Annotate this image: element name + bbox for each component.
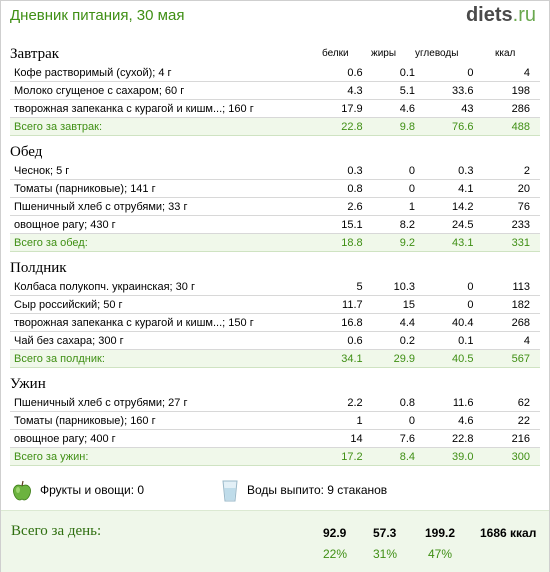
subtotal-protein: 17.2	[314, 448, 362, 466]
meal-title: Ужин	[10, 376, 46, 392]
fruits-veg-count: Фрукты и овощи: 0	[40, 483, 145, 497]
food-carbs: 0	[415, 296, 473, 314]
day-total-protein: 92.9	[323, 526, 347, 540]
food-fat: 0.2	[363, 332, 415, 350]
food-kcal: 4	[473, 332, 540, 350]
food-row[interactable]	[10, 394, 540, 412]
meal-title: Обед	[10, 144, 43, 160]
subtotal-carbs: 40.5	[415, 350, 473, 368]
apple-icon	[12, 480, 32, 502]
food-fat: 1	[363, 198, 415, 216]
food-fat: 10.3	[363, 278, 415, 296]
food-carbs: 0	[415, 64, 473, 82]
subtotal-kcal: 300	[473, 448, 540, 466]
food-carbs: 0	[415, 278, 473, 296]
food-fat: 15	[363, 296, 415, 314]
food-kcal: 198	[473, 82, 540, 100]
food-protein: 16.8	[314, 314, 362, 332]
food-name: Чай без сахара; 300 г	[10, 332, 314, 350]
food-protein: 0.6	[314, 64, 362, 82]
meal-title: Полдник	[10, 260, 67, 276]
subtotal-protein: 22.8	[314, 118, 362, 136]
food-kcal: 233	[473, 216, 540, 234]
subtotal-carbs: 43.1	[415, 234, 473, 252]
food-row[interactable]	[10, 180, 540, 198]
food-carbs: 4.6	[415, 412, 473, 430]
food-name: Сыр российский; 50 г	[10, 296, 314, 314]
site-logo[interactable]	[466, 4, 536, 27]
food-carbs: 14.2	[415, 198, 473, 216]
subtotal-label: Всего за ужин:	[10, 448, 314, 466]
col-fat: жиры	[371, 48, 397, 59]
food-kcal: 113	[473, 278, 540, 296]
meal-table	[10, 162, 540, 252]
subtotal-fat: 9.2	[363, 234, 415, 252]
logo-suffix: .ru	[512, 4, 536, 26]
food-protein: 1	[314, 412, 362, 430]
day-pct-protein: 22%	[323, 547, 348, 561]
food-protein: 0.6	[314, 332, 362, 350]
meal-table	[10, 278, 540, 368]
subtotal-label: Всего за обед:	[10, 234, 314, 252]
day-total-fat: 57.3	[373, 526, 397, 540]
meal-table	[10, 394, 540, 466]
day-pct-fat: 31%	[373, 547, 398, 561]
food-kcal: 76	[473, 198, 540, 216]
col-protein: белки	[322, 48, 349, 59]
food-row[interactable]	[10, 216, 540, 234]
meal-table	[10, 64, 540, 136]
subtotal-carbs: 76.6	[415, 118, 473, 136]
logo-main: diets	[465, 4, 513, 26]
food-fat: 0	[363, 162, 415, 180]
water-glass-icon	[222, 480, 238, 502]
food-name: Пшеничный хлеб с отрубями; 27 г	[10, 394, 314, 412]
food-name: творожная запеканка с курагой и кишм...; 150 г	[10, 314, 314, 332]
food-row[interactable]	[10, 430, 540, 448]
food-name: Пшеничный хлеб с отрубями; 33 г	[10, 198, 314, 216]
day-total-panel	[1, 510, 549, 572]
food-fat: 4.6	[363, 100, 415, 118]
food-kcal: 22	[473, 412, 540, 430]
col-kcal: ккал	[495, 48, 516, 59]
food-name: Томаты (парниковые); 160 г	[10, 412, 314, 430]
food-kcal: 216	[473, 430, 540, 448]
food-name: Чеснок; 5 г	[10, 162, 314, 180]
food-carbs: 11.6	[415, 394, 473, 412]
food-row[interactable]	[10, 64, 540, 82]
meal-title: Завтрак	[10, 46, 60, 62]
subtotal-fat: 8.4	[363, 448, 415, 466]
subtotal-protein: 34.1	[314, 350, 362, 368]
food-carbs: 0.3	[415, 162, 473, 180]
food-fat: 7.6	[363, 430, 415, 448]
meal-subtotal-row	[10, 234, 540, 252]
subtotal-label: Всего за завтрак:	[10, 118, 314, 136]
meal-section	[10, 142, 540, 258]
food-name: Колбаса полукопч. украинская; 30 г	[10, 278, 314, 296]
subtotal-fat: 9.8	[363, 118, 415, 136]
subtotal-kcal: 488	[473, 118, 540, 136]
meal-section	[10, 374, 540, 466]
meal-subtotal-row	[10, 118, 540, 136]
food-protein: 0.8	[314, 180, 362, 198]
meal-section	[10, 258, 540, 374]
food-carbs: 24.5	[415, 216, 473, 234]
food-protein: 14	[314, 430, 362, 448]
food-protein: 11.7	[314, 296, 362, 314]
food-kcal: 286	[473, 100, 540, 118]
food-name: Кофе растворимый (сухой); 4 г	[10, 64, 314, 82]
food-name: Томаты (парниковые); 141 г	[10, 180, 314, 198]
subtotal-protein: 18.8	[314, 234, 362, 252]
food-fat: 0.8	[363, 394, 415, 412]
meals-list	[10, 44, 540, 466]
food-fat: 4.4	[363, 314, 415, 332]
food-kcal: 182	[473, 296, 540, 314]
food-name: Молоко сгущеное с сахаром; 60 г	[10, 82, 314, 100]
food-fat: 0	[363, 180, 415, 198]
meal-subtotal-row	[10, 350, 540, 368]
food-row[interactable]	[10, 162, 540, 180]
subtotal-kcal: 567	[473, 350, 540, 368]
food-protein: 0.3	[314, 162, 362, 180]
food-row[interactable]	[10, 412, 540, 430]
food-name: овощное рагу; 400 г	[10, 430, 314, 448]
food-protein: 4.3	[314, 82, 362, 100]
food-kcal: 4	[473, 64, 540, 82]
food-kcal: 20	[473, 180, 540, 198]
food-row[interactable]	[10, 82, 540, 100]
food-carbs: 40.4	[415, 314, 473, 332]
food-row[interactable]	[10, 314, 540, 332]
food-row[interactable]	[10, 278, 540, 296]
food-row[interactable]	[10, 100, 540, 118]
day-total-carbs: 199.2	[425, 526, 456, 540]
food-fat: 0.1	[363, 64, 415, 82]
food-carbs: 22.8	[415, 430, 473, 448]
food-protein: 2.2	[314, 394, 362, 412]
food-protein: 2.6	[314, 198, 362, 216]
food-name: овощное рагу; 430 г	[10, 216, 314, 234]
meal-subtotal-row	[10, 448, 540, 466]
food-fat: 5.1	[363, 82, 415, 100]
food-carbs: 33.6	[415, 82, 473, 100]
food-kcal: 2	[473, 162, 540, 180]
page-title: Дневник питания, 30 мая	[10, 7, 185, 24]
food-kcal: 62	[473, 394, 540, 412]
food-carbs: 43	[415, 100, 473, 118]
food-fat: 8.2	[363, 216, 415, 234]
food-name: творожная запеканка с курагой и кишм...; 160 г	[10, 100, 314, 118]
food-carbs: 4.1	[415, 180, 473, 198]
subtotal-fat: 29.9	[363, 350, 415, 368]
extras-row	[12, 480, 542, 502]
water-count: Воды выпито: 9 стаканов	[247, 483, 388, 497]
subtotal-kcal: 331	[473, 234, 540, 252]
day-pct-carbs: 47%	[428, 547, 453, 561]
day-total-label: Всего за день:	[11, 523, 102, 539]
day-total-kcal: 1686 ккал	[480, 526, 537, 540]
subtotal-carbs: 39.0	[415, 448, 473, 466]
food-protein: 5	[314, 278, 362, 296]
food-carbs: 0.1	[415, 332, 473, 350]
food-protein: 15.1	[314, 216, 362, 234]
col-carbs: углеводы	[415, 48, 459, 59]
food-row[interactable]	[10, 332, 540, 350]
food-row[interactable]	[10, 198, 540, 216]
meal-section	[10, 44, 540, 142]
food-fat: 0	[363, 412, 415, 430]
food-row[interactable]	[10, 296, 540, 314]
subtotal-label: Всего за полдник:	[10, 350, 314, 368]
food-protein: 17.9	[314, 100, 362, 118]
food-kcal: 268	[473, 314, 540, 332]
